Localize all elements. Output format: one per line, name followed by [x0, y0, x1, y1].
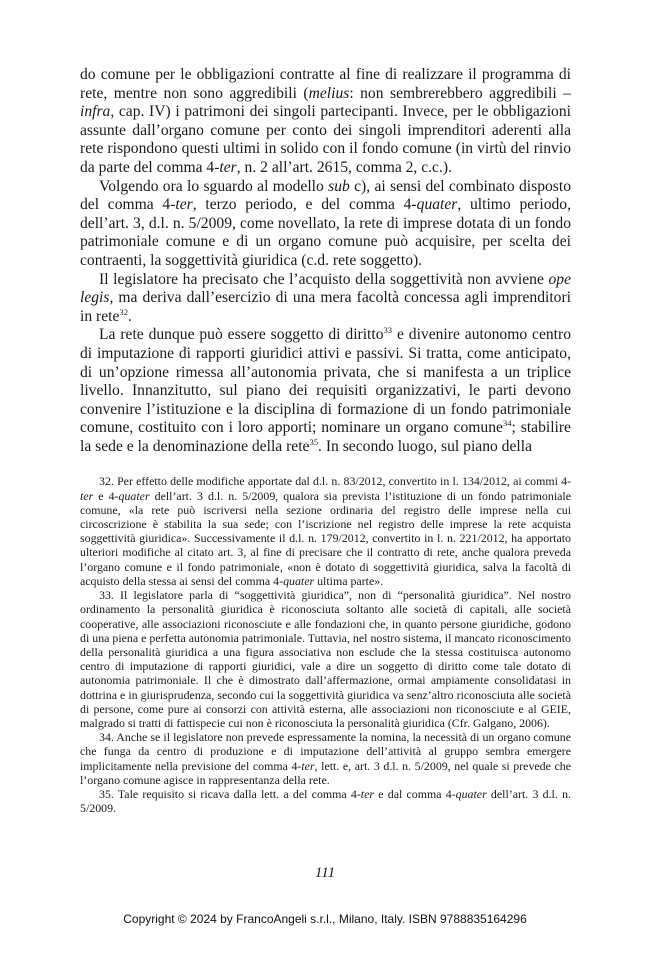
text-run: , terzo periodo, e del comma 4- [192, 196, 417, 214]
text-run: Il legislatore ha precisato che l’acquisto della soggettività non avviene [99, 270, 549, 288]
text-run: ; stabilire la sede e la denominazione della rete [80, 419, 571, 455]
text-run: e divenire autonomo centro di imputazione di rapporti giuridici attivi e passivi. Si tratta, come anticipato, di un’opzione rimessa all’autonomia privata, che si manifesta a un triplice livello. Innanzitutto, sul piano dei requisiti organizzativi, le parti devono convenire l’istituzione e la disciplina di formazione di un fondo patrimoniale comune, costituito con i loro apporti; nominare un organo comune [80, 326, 571, 437]
text-run: e dal comma 4- [374, 786, 456, 801]
text-run: : non sembrerebbero aggredibili – [349, 84, 571, 102]
text-run-italic: ter [360, 786, 375, 801]
text-run: , n. 2 all’art. 2615, comma 2, c.c.). [236, 158, 452, 176]
footnote-35 [80, 787, 571, 815]
footnote-32 [80, 474, 571, 588]
text-run: 34. Anche se il legislatore non prevede espressamente la nomina, la necessità di un organo comune che funga da centro di produzione e di imputazione dell’attività al gruppo sembra emergere implicitamente nella previsione del comma 4- [80, 730, 571, 773]
footnote-ref-32[interactable]: 32 [119, 306, 128, 317]
text-run: , ultimo periodo, dell’art. 3, d.l. n. 5/2009, come novellato, la rete di imprese dotata di un fondo patrimoniale comune e di un organo comune può acquisire, per scelta dei contraenti, la soggettività giuridica (c.d. rete soggetto). [80, 196, 571, 269]
footnote-ref-34[interactable]: 34 [502, 418, 512, 429]
page-content [80, 66, 571, 815]
text-run: do comune per le obbligazioni contratte al fine di realizzare il programma di rete, mentre non sono aggredibili ( [80, 66, 571, 102]
text-run-italic: melius [308, 84, 350, 102]
text-run-italic: quater [455, 786, 487, 801]
paragraph-1 [80, 66, 571, 178]
page-number: 111 [314, 865, 336, 881]
text-run-italic: quater [283, 573, 315, 588]
text-run: dell’art. 3 d.l. n. 5/2009, qualora sia prevista l’istituzione di un fondo patrimoniale comune, «la rete può iscriversi nella sezione ordinaria del registro delle imprese nella cui circoscrizione è stabilita la sua sede; con l’iscrizione nel registro delle imprese la rete acquista soggettività giuridica». Successivamente il d.l. n. 179/2012, convertito in l. n. 221/2012, ha apportato ulteriori modifiche al citato art. 3, al fine di precisare che il contratto di rete, anche qualora preveda l’organo comune e il fondo patrimoniale, «non è dotato di soggettività giuridica, salva la facoltà di acquisto della stessa ai sensi del comma 4- [80, 488, 571, 588]
footnote-ref-33[interactable]: 33 [383, 325, 393, 336]
text-run: dell’art. 3 d.l. n. 5/2009. [80, 786, 571, 816]
text-run-italic: ope legis [80, 270, 571, 307]
text-run-italic: ter [175, 196, 193, 214]
body-text [80, 66, 571, 456]
text-run: ultima parte». [314, 573, 384, 588]
text-run-italic: ter [301, 758, 315, 773]
text-run: La rete dunque può essere soggetto di diritto [99, 326, 384, 344]
text-run-italic: quater [118, 488, 150, 503]
paragraph-4 [80, 326, 571, 456]
footnotes [80, 474, 571, 815]
text-run: , lett. e, art. 3 d.l. n. 5/2009, nel quale si prevede che l’organo comune agisce in rappresentanza della rete. [80, 758, 571, 787]
text-run: , cap. IV) i patrimoni dei singoli partecipanti. Invece, per le obbligazioni assunte dall’organo comune per conto dei singoli imprenditori aderenti alla rete rispondono questi ultimi in solido con il fondo comune (in virtù del rinvio da parte del comma 4- [80, 103, 571, 176]
copyright-notice: Copyright © 2024 by FrancoAngeli s.r.l., Milano, Italy. ISBN 9788835164296 [123, 912, 527, 926]
text-run: 32. Per effetto delle modifiche apportate dal d.l. n. 83/2012, convertito in l. 134/2012, ai commi 4- [99, 474, 571, 489]
paragraph-3 [80, 271, 571, 327]
text-run: c), ai sensi del combinato disposto del comma 4- [80, 177, 571, 214]
text-run-italic: ter [80, 488, 94, 503]
footnote-33: 33. Il legislatore parla di “soggettività giuridica”, non di “personalità giuridica”. Nel nostro ordinamento la personalità giuridica è riconosciuta soltanto alle società di capitali, alle società cooperative, alle associazioni riconosciute e alle fondazioni che, in quanto persone giuridiche, godono di una piena e perfetta autonomia patrimoniale. Tuttavia, nel nostro sistema, il mancato riconoscimento della personalità giuridica a una figura associativa non esclude che la stessa costituisca autonomo centro di imputazione di rapporti giuridici, vale a dire un soggetto di diritto come tale dotato di autonomia patrimoniale. Il che è dimostrato dall’affermazione, ormai ampiamente consolidatasi in dottrina e in giurisprudenza, secondo cui la soggettività giuridica va senz’altro riconosciuta alle società di persone, come pure ai consorzi con attività esterna, alle associazioni non riconosciute e al GEIE, malgrado si tratti di fattispecie cui non è riconosciuta la personalità giuridica (Cfr. Galgano, 2006). [80, 588, 571, 730]
text-run-italic: quater [416, 196, 458, 214]
text-run: . In secondo luogo, sul piano della [318, 437, 532, 455]
paragraph-2 [80, 178, 571, 271]
text-run-italic: ter [219, 158, 237, 176]
text-run: e 4- [93, 488, 119, 503]
text-run: , ma deriva dall’esercizio di una mera facoltà concessa agli imprenditori in rete [80, 289, 571, 325]
footnote-ref-35[interactable]: 35 [309, 436, 319, 447]
footnote-34 [80, 730, 571, 787]
text-run: 35. Tale requisito si ricava dalla lett. a del comma 4- [99, 786, 361, 801]
text-run-italic: sub [328, 177, 350, 195]
text-run-italic: infra [80, 103, 111, 121]
text-run: . [127, 307, 132, 325]
text-run: Volgendo ora lo sguardo al modello [99, 177, 329, 195]
